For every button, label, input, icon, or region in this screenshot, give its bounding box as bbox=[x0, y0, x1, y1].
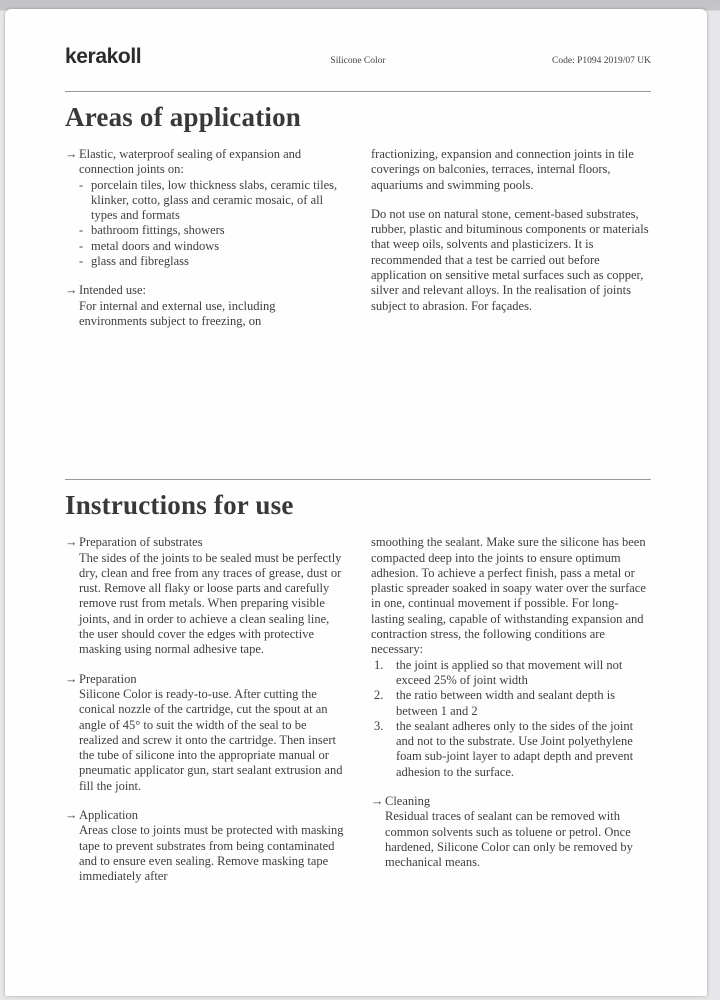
bullet-label: Elastic, waterproof sealing of expansion and connection joints on: bbox=[79, 147, 302, 177]
page-header bbox=[65, 45, 651, 69]
paragraph: smoothing the sealant. Make sure the silicone has been compacted deep into the joints to ensure optimum adhesion. To achieve a perfect finish, pass a metal or plastic spreader soaked in soapy water over the surface in one, continual movement if possible. For long-lasting sealing, capable of withstanding expansion and contraction stress, the following conditions are necessary: bbox=[371, 535, 646, 657]
instructions-left-column bbox=[65, 535, 345, 884]
list-item-text: the sealant adheres only to the sides of the joint and not to the substrate. Use Joint polyethylene foam sub-joint layer to adapt depth and prevent adhesion to the surface. bbox=[396, 718, 634, 779]
bullet-label: Preparation bbox=[79, 671, 137, 686]
bullet-body: Residual traces of sealant can be removed with common solvents such as toluene or petrol. Once hardened, Silicone Color can only be removed by mechanical means. bbox=[385, 809, 633, 870]
list-item-text: the ratio between width and sealant depth is between 1 and 2 bbox=[396, 688, 616, 718]
section-divider bbox=[65, 479, 651, 480]
list-number: 3. bbox=[374, 718, 384, 733]
list-number: 2. bbox=[374, 688, 384, 703]
paragraph: Do not use on natural stone, cement-based substrates, rubber, plastic and bituminous components or materials that weep oils, solvents and plasticizers. It is recommended that a test be carried out before application on sensitive metal surfaces such as copper, silver and relevant alloys. In the realisation of joints subject to abrasion. For façades. bbox=[371, 206, 649, 313]
bullet-arrow-icon: → bbox=[65, 535, 78, 550]
bullet-item bbox=[65, 147, 345, 269]
bullet-text bbox=[79, 808, 345, 884]
bullet-text bbox=[79, 535, 345, 657]
dash-bullet-icon: - bbox=[79, 223, 84, 238]
bullet-arrow-icon: → bbox=[65, 808, 78, 823]
instructions-right-column bbox=[371, 535, 651, 884]
list-item-text: glass and fibreglass bbox=[91, 254, 189, 269]
product-name: Silicone Color bbox=[330, 56, 386, 66]
areas-columns bbox=[65, 147, 651, 329]
list-item bbox=[79, 178, 345, 224]
bullet-text bbox=[79, 147, 345, 269]
numbered-list-item bbox=[371, 688, 651, 719]
bullet-text bbox=[385, 794, 651, 870]
list-item-text: metal doors and windows bbox=[91, 238, 220, 253]
bullet-arrow-icon: → bbox=[65, 147, 78, 161]
dash-bullet-icon: - bbox=[79, 238, 84, 253]
bullet-body: The sides of the joints to be sealed must be perfectly dry, clean and free from any traces of grease, dust or rust. Remove all flaky or loose parts and carefully remove rust from metals. When preparing visible joints, and in order to achieve a clean sealing line, the user should cover the edges with protective masking using normal adhesive tape. bbox=[79, 550, 342, 657]
document-code: Code: P1094 2019/07 UK bbox=[552, 56, 651, 66]
numbered-list-item bbox=[371, 658, 651, 689]
bullet-label: Cleaning bbox=[385, 794, 431, 809]
list-item bbox=[79, 239, 345, 254]
bullet-body: For internal and external use, including environments subject to freezing, on bbox=[79, 298, 276, 328]
section-title-instructions: Instructions for use bbox=[65, 490, 294, 521]
list-item-text: porcelain tiles, low thickness slabs, ceramic tiles, klinker, cotto, glass and ceramic mosaic, of all types and formats bbox=[91, 177, 338, 223]
bullet-arrow-icon: → bbox=[65, 671, 78, 686]
list-item-text: bathroom fittings, showers bbox=[91, 223, 225, 238]
bullet-item bbox=[65, 672, 345, 794]
areas-right-column bbox=[371, 147, 651, 329]
bullet-item bbox=[371, 794, 651, 870]
document-page bbox=[5, 9, 707, 996]
instructions-columns bbox=[65, 535, 651, 884]
bullet-body: Silicone Color is ready-to-use. After cutting the conical nozzle of the cartridge, cut the spout at an angle of 45° to suit the width of the seal to be realized and screw it onto the cartridge. Then insert the tube of silicone into the appropriate manual or pneumatic applicator gun, start sealant extrusion and fill the joint. bbox=[79, 686, 343, 793]
bullet-arrow-icon: → bbox=[371, 794, 384, 809]
section-title-areas: Areas of application bbox=[65, 102, 302, 132]
paragraph: fractionizing, expansion and connection joints in tile coverings on balconies, terraces, internal floors, aquariums and swimming pools. bbox=[371, 147, 634, 192]
page-content bbox=[5, 9, 707, 885]
kerakoll-logo: kerakoll bbox=[65, 45, 142, 68]
bullet-label: Intended use: bbox=[79, 283, 146, 298]
bullet-text bbox=[79, 672, 345, 794]
bullet-label: Application bbox=[79, 808, 139, 823]
areas-left-column bbox=[65, 147, 345, 329]
bullet-text bbox=[79, 283, 345, 329]
bullet-item bbox=[65, 535, 345, 657]
dash-bullet-icon: - bbox=[79, 254, 84, 269]
numbered-list-item bbox=[371, 719, 651, 780]
section-divider bbox=[65, 91, 651, 92]
bullet-body: Areas close to joints must be protected with masking tape to prevent substrates from being contaminated and to ensure even sealing. Remove masking tape immediately after bbox=[79, 823, 344, 884]
list-item bbox=[79, 223, 345, 238]
list-item bbox=[79, 254, 345, 269]
bullet-arrow-icon: → bbox=[65, 283, 78, 298]
bullet-label: Preparation of substrates bbox=[79, 535, 203, 550]
list-item-text: the joint is applied so that movement will not exceed 25% of joint width bbox=[396, 657, 623, 687]
list-number: 1. bbox=[374, 657, 384, 672]
bullet-item bbox=[65, 808, 345, 884]
dash-bullet-icon: - bbox=[79, 177, 84, 192]
bullet-item bbox=[65, 283, 345, 329]
